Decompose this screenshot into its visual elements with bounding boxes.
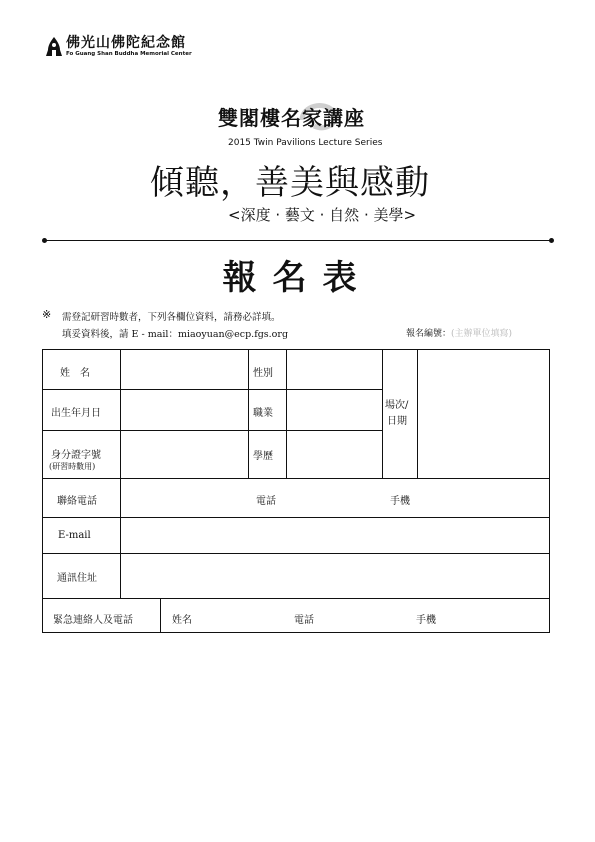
birthdate-field[interactable] <box>121 390 248 430</box>
education-field[interactable] <box>287 431 382 478</box>
emergency-name-label: 姓名 <box>172 615 192 626</box>
column-divider <box>382 350 383 478</box>
occupation-field[interactable] <box>287 390 382 430</box>
occupation-label: 職業 <box>253 408 273 419</box>
divider-dot-left <box>42 238 47 243</box>
note-email-instruction <box>62 326 288 340</box>
session-label: 場次/ <box>385 400 409 411</box>
email-field[interactable] <box>121 518 549 553</box>
phone-field[interactable] <box>121 479 381 517</box>
education-label: 學歷 <box>253 451 273 462</box>
registration-number <box>406 326 512 339</box>
address-label: 通訊住址 <box>57 573 97 584</box>
series-title: 雙閣樓名家講座 <box>218 106 365 130</box>
memorial-center-logo <box>44 36 64 58</box>
emergency-mobile-label: 手機 <box>416 615 436 626</box>
id-number-field[interactable] <box>121 431 248 478</box>
column-divider <box>160 598 161 632</box>
gender-label: 性別 <box>253 368 273 379</box>
id-number-label: 身分證字號 <box>51 450 101 461</box>
email-label: E-mail <box>58 530 91 541</box>
title-divider <box>44 240 550 241</box>
session-date-label: 日期 <box>387 416 407 427</box>
mobile-label: 手機 <box>390 496 410 507</box>
note-email-prefix: 填妥資料後，請 E - mail： <box>62 329 178 340</box>
series-title-english: 2015 Twin Pavilions Lecture Series <box>228 138 383 148</box>
address-field[interactable] <box>121 554 549 598</box>
registration-number-hint: (主辦單位填寫) <box>451 329 513 339</box>
org-name-english: Fo Guang Shan Buddha Memorial Center <box>66 51 192 57</box>
form-title: 報名表 <box>222 258 373 298</box>
emergency-mobile-field[interactable] <box>439 599 549 632</box>
id-number-note: (研習時數用) <box>49 462 96 471</box>
birthdate-label: 出生年月日 <box>51 408 101 419</box>
column-divider <box>248 350 249 478</box>
name-field[interactable] <box>121 350 248 389</box>
org-name: 佛光山佛陀紀念館 <box>66 35 186 51</box>
note-mark: ※ <box>42 308 52 321</box>
divider-dot-right <box>549 238 554 243</box>
contact-email-link[interactable]: miaoyuan@ecp.fgs.org <box>177 329 289 340</box>
phone-label: 電話 <box>256 496 276 507</box>
contact-phone-label: 聯絡電話 <box>57 496 97 507</box>
emergency-phone-field[interactable] <box>316 599 414 632</box>
event-sub-title: <深度 · 藝文 · 自然 · 美學> <box>228 206 417 224</box>
mobile-field[interactable] <box>413 479 549 517</box>
registration-number-label: 報名編號： <box>406 329 452 339</box>
name-label: 姓 名 <box>60 368 90 379</box>
note-instruction: 需登記研習時數者，下列各欄位資料，請務必詳填。 <box>62 312 281 323</box>
registration-form-table <box>42 349 550 633</box>
emergency-contact-label: 緊急連絡人及電話 <box>53 615 133 626</box>
session-date-field[interactable] <box>418 350 549 478</box>
gender-field[interactable] <box>287 350 382 389</box>
event-main-title: 傾聽，善美與感動 <box>150 163 430 203</box>
emergency-phone-label: 電話 <box>294 615 314 626</box>
emergency-name-field[interactable] <box>193 599 288 632</box>
